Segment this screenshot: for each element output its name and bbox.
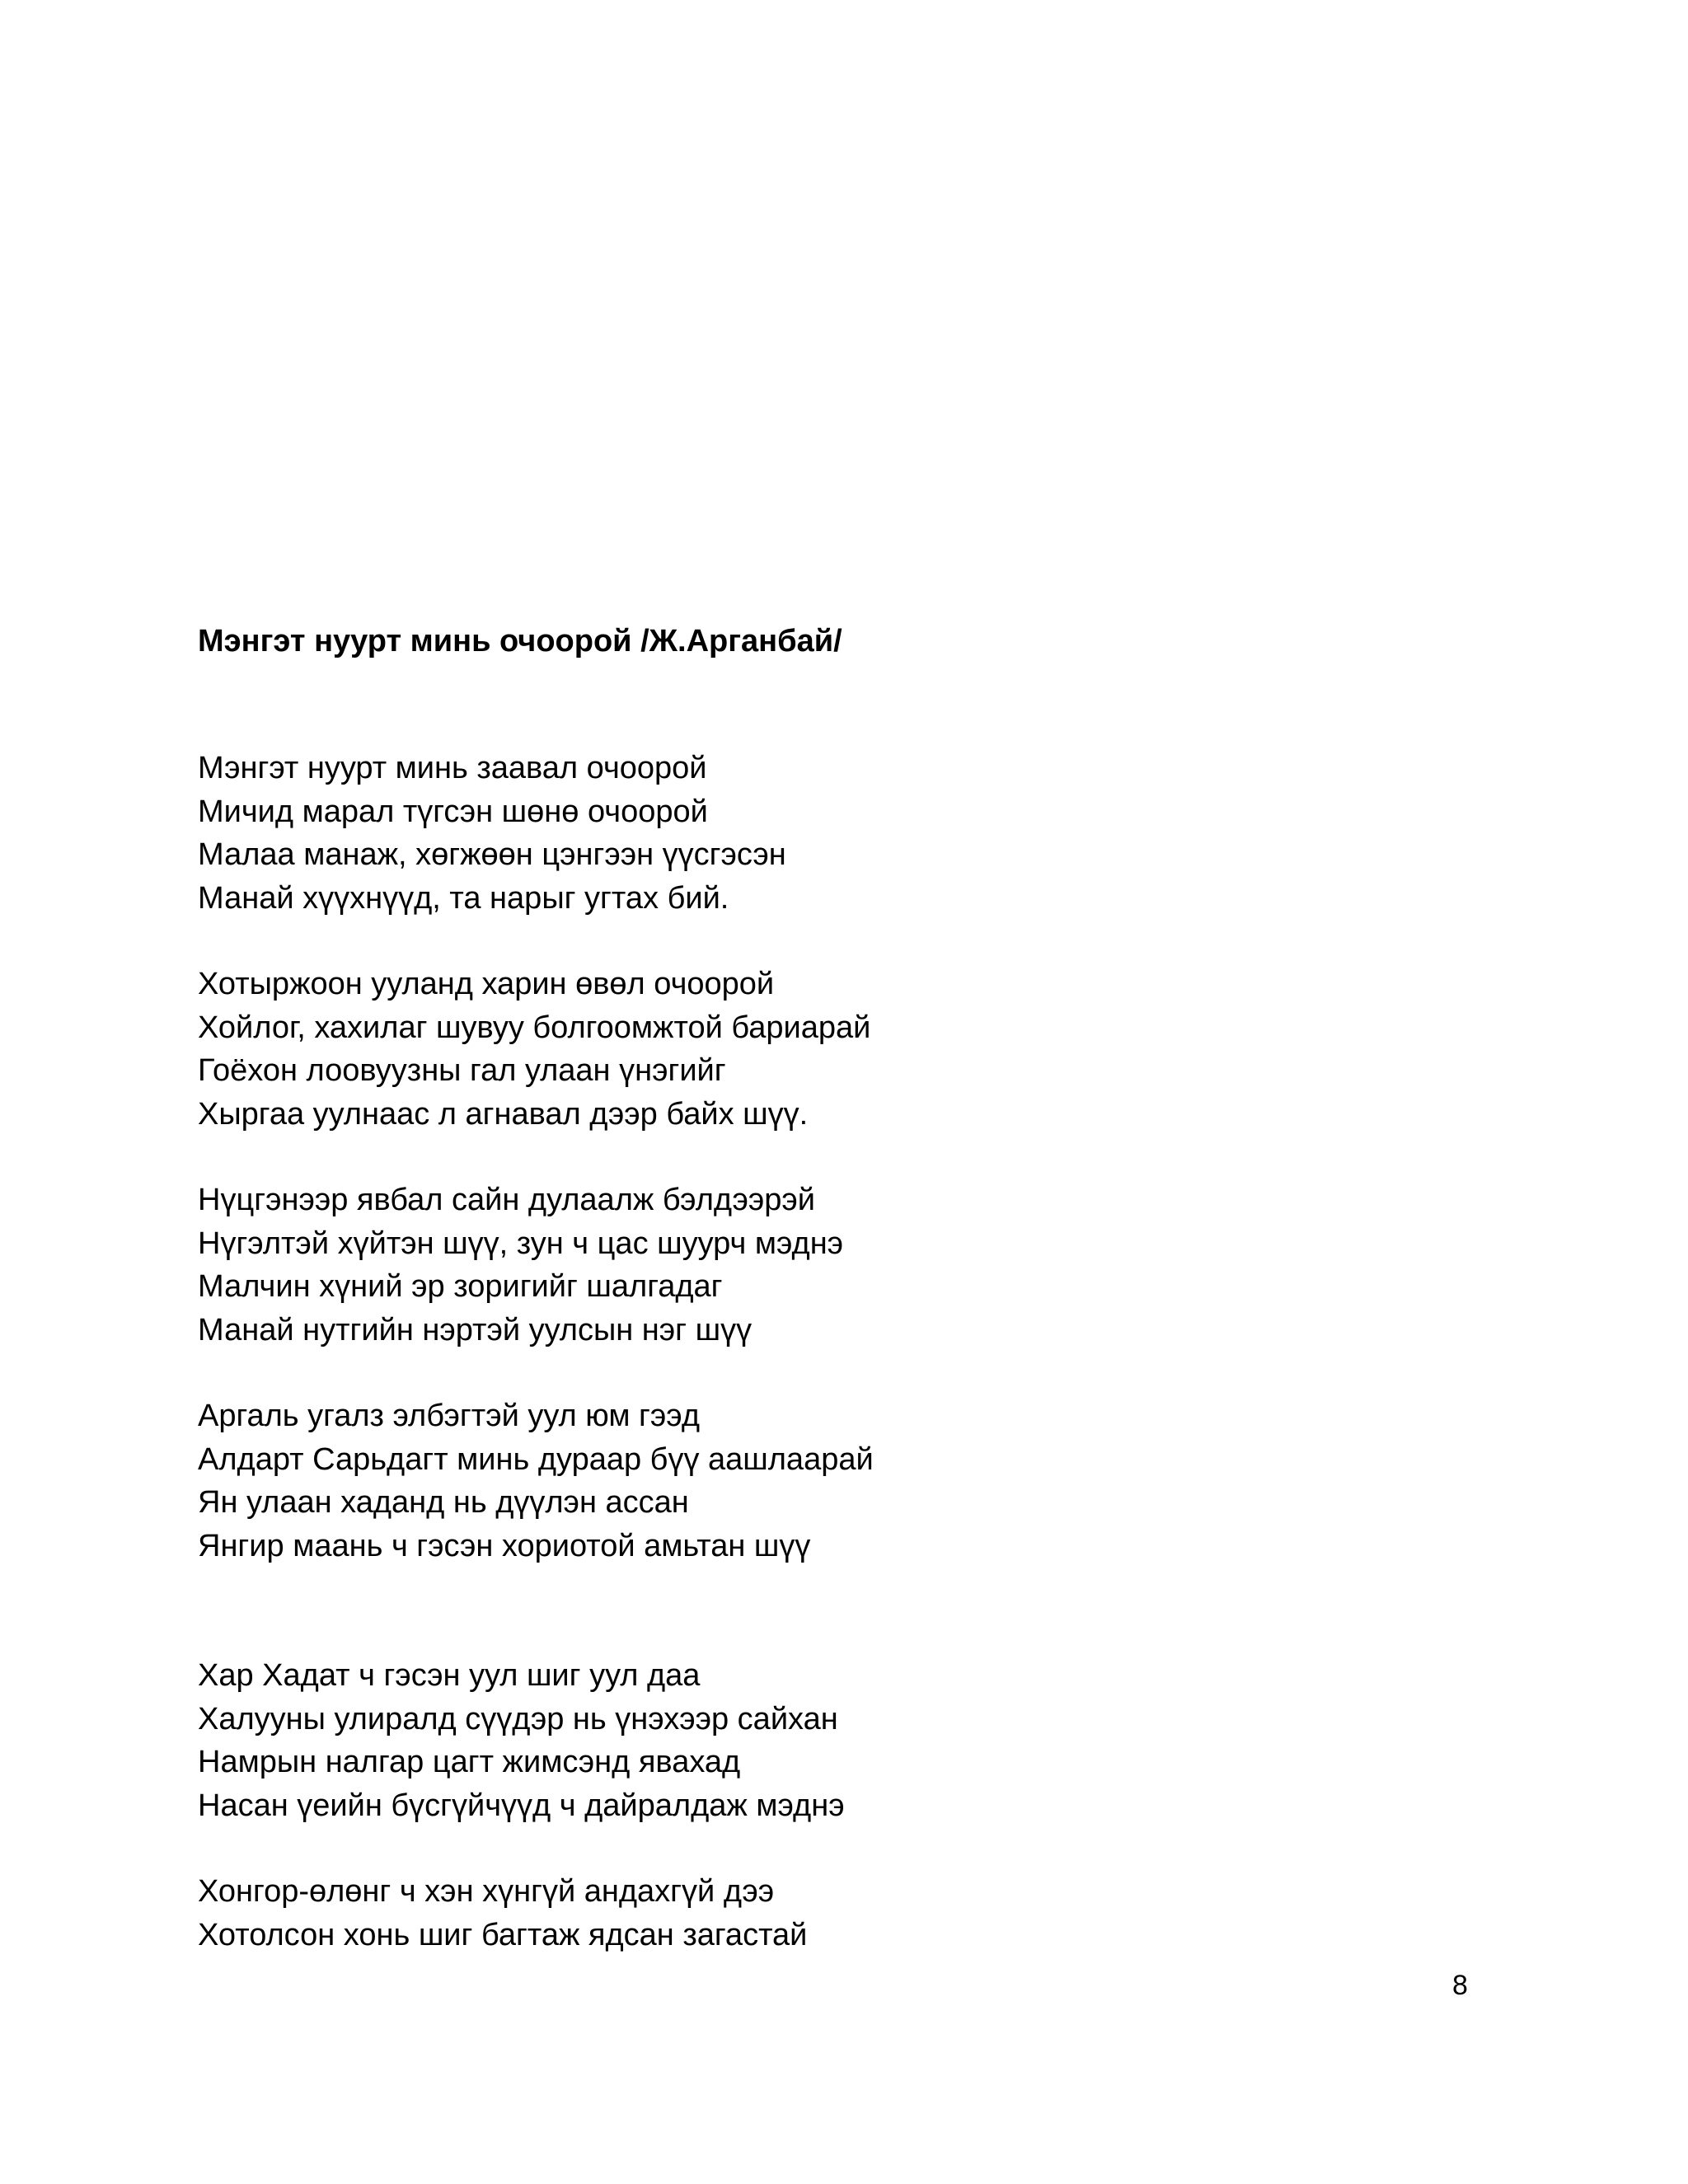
poem-line: Хойлог, хахилаг шувуу болгоомжтой бариарай xyxy=(198,1010,871,1045)
poem-line: Хыргаа уулнаас л агнавал дээр байх шүү. xyxy=(198,1096,809,1132)
stanza-5 xyxy=(198,1654,845,1827)
poem-line: Насан үеийн бүсгүйчүүд ч дайралдаж мэднэ xyxy=(198,1788,845,1823)
stanza-6 xyxy=(198,1870,807,1957)
poem-line: Хонгор-өлөнг ч хэн хүнгүй андахгүй дээ xyxy=(198,1874,775,1909)
poem-line: Аргаль угалз элбэгтэй уул юм гээд xyxy=(198,1399,701,1433)
poem-line: Малаа манаж, хөгжөөн цэнгээн үүсгэсэн xyxy=(198,837,786,872)
poem-line: Янгир маань ч гэсэн хориотой амьтан шүү xyxy=(198,1528,811,1563)
stanza-1 xyxy=(198,747,786,920)
poem-line: Манай хүүхнүүд, та нарыг угтах бий. xyxy=(198,880,729,916)
stanza-2 xyxy=(198,963,870,1136)
stanza-3 xyxy=(198,1179,843,1352)
poem-line: Нүцгэнээр явбал сайн дулаалж бэлдээрэй xyxy=(198,1183,816,1217)
stanza-4 xyxy=(198,1394,874,1568)
poem-line: Халууны улиралд сүүдэр нь үнэхээр сайхан xyxy=(198,1701,838,1736)
poem-line: Намрын налгар цагт жимсэнд явахад xyxy=(198,1745,741,1779)
poem-line: Малчин хүний эр зоригийг шалгадаг xyxy=(198,1269,723,1304)
poem-line: Хар Хадат ч гэсэн уул шиг уул даа xyxy=(198,1658,701,1693)
poem-line: Манай нутгийн нэртэй уулсын нэг шүү xyxy=(198,1312,753,1347)
poem-line: Алдарт Сарьдагт минь дураар бүү аашлаарай xyxy=(198,1441,874,1477)
poem-line: Мэнгэт нуурт минь заавал очоорой xyxy=(198,751,707,785)
poem-line: Мичид марал түгсэн шөнө очоорой xyxy=(198,794,708,829)
page-number: 8 xyxy=(1452,1970,1468,2001)
poem-line: Хотыржоон ууланд харин өвөл очоорой xyxy=(198,967,775,1001)
poem-title: Мэнгэт нуурт минь очоорой /Ж.Арганбай/ xyxy=(198,624,842,658)
poem-line: Гоёхон лоовуузны гал улаан үнэгийг xyxy=(198,1053,726,1088)
poem-line: Ян улаан хаданд нь дүүлэн ассан xyxy=(198,1485,689,1520)
poem-line: Нүгэлтэй хүйтэн шүү, зун ч цас шуурч мэднэ xyxy=(198,1226,844,1261)
poem-line: Хотолсон хонь шиг багтаж ядсан загастай xyxy=(198,1917,808,1952)
